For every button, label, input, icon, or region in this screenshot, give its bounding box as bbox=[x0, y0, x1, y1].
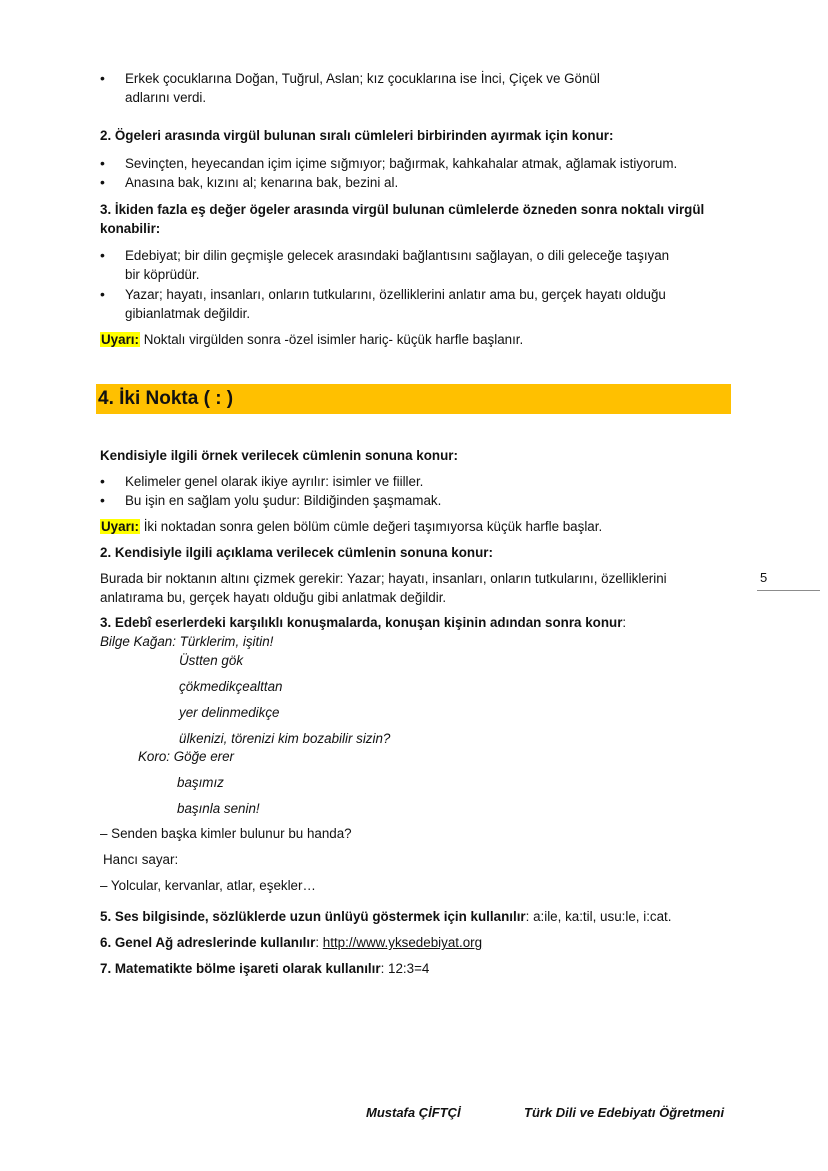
website-link[interactable]: http://www.yksedebiyat.org bbox=[322, 935, 483, 950]
list-item-text: • Yazar; hayatı, insanları, onların tutkularını, özelliklerini anlatır ama bu, gerçek hayatı olduğu bbox=[125, 287, 666, 302]
poem-line: Üstten gök bbox=[179, 653, 244, 668]
rule-heading-colon: : bbox=[622, 615, 627, 630]
warning-text: Noktalı virgülden sonra -özel isimler hariç- küçük harfle başlanır. bbox=[139, 332, 524, 347]
rule-label: 7. Matematikte bölme işareti olarak kullanılır bbox=[100, 961, 381, 976]
rule-example: : 12:3=4 bbox=[380, 961, 430, 976]
rule-heading-text: 3. Edebî eserlerdeki karşılıklı konuşmalarda, konuşan kişinin adından sonra konur bbox=[100, 615, 623, 630]
rule-heading: 2. Ögeleri arasında virgül bulunan sıralı cümleleri birbirinden ayırmak için konur: bbox=[100, 128, 614, 143]
list-item bbox=[100, 173, 398, 192]
poem-line: başınla senin! bbox=[177, 801, 260, 816]
rule-heading: Kendisiyle ilgili örnek verilecek cümlenin sonuna konur: bbox=[100, 448, 458, 463]
warning-text: İki noktadan sonra gelen bölüm cümle değeri taşımıyorsa küçük harfle başlar. bbox=[139, 519, 603, 534]
rule-line bbox=[100, 959, 429, 978]
warning-label: Uyarı: bbox=[101, 519, 139, 534]
poem-speaker: Bilge Kağan: Türklerim, işitin! bbox=[100, 634, 274, 649]
rule-example: : a:ile, ka:til, usu:le, i:cat. bbox=[525, 909, 672, 924]
footer-title: Türk Dili ve Edebiyatı Öğretmeni bbox=[524, 1105, 725, 1120]
list-item-text: • Kelimeler genel olarak ikiye ayrılır: isimler ve fiiller. bbox=[125, 474, 424, 489]
rule-line bbox=[100, 907, 672, 926]
rule-separator: : bbox=[315, 935, 323, 950]
paragraph-line: Burada bir noktanın altını çizmek gerekir: Yazar; hayatı, insanları, onların tutkularını, özelliklerini bbox=[100, 571, 667, 586]
rule-line bbox=[100, 933, 482, 952]
section-title: 4. İki Nokta ( : ) bbox=[98, 388, 234, 409]
list-item bbox=[100, 154, 677, 173]
rule-heading bbox=[100, 613, 626, 632]
warning-note bbox=[100, 330, 523, 349]
list-item-text: • Sevinçten, heyecandan içim içime sığmıyor; bağırmak, kahkahalar atmak, ağlamak istiyorum. bbox=[125, 156, 678, 171]
paragraph-line: anlatırama bu, gerçek hayatı olduğu gibi anlatmak değildir. bbox=[100, 590, 447, 605]
poem-speaker: Koro: Göğe erer bbox=[138, 749, 235, 764]
list-item-text: • Anasına bak, kızını al; kenarına bak, bezini al. bbox=[125, 175, 399, 190]
rule-label: 6. Genel Ağ adreslerinde kullanılır bbox=[100, 935, 316, 950]
rule-label: 5. Ses bilgisinde, sözlüklerde uzun ünlüyü göstermek için kullanılır bbox=[100, 909, 526, 924]
list-item-text: • Erkek çocuklarına Doğan, Tuğrul, Aslan; kız çocuklarına ise İnci, Çiçek ve Gönül bbox=[125, 71, 600, 86]
rule-heading-cont: konabilir: bbox=[100, 221, 161, 236]
list-item bbox=[100, 491, 441, 510]
list-item bbox=[100, 472, 423, 491]
page-number-rule bbox=[757, 590, 820, 591]
list-item bbox=[100, 69, 600, 107]
list-item-text: • Edebiyat; bir dilin geçmişle gelecek arasındaki bağlantısını sağlayan, o dili geleceğe taşıyan bbox=[125, 248, 670, 263]
page-number: 5 bbox=[760, 570, 768, 585]
warning-note bbox=[100, 517, 602, 536]
poem-line: yer delinmedikçe bbox=[179, 705, 280, 720]
list-item-text: gibianlatmak değildir. bbox=[125, 306, 251, 321]
poem-line: ülkenizi, törenizi kim bozabilir sizin? bbox=[179, 731, 391, 746]
list-item bbox=[100, 285, 666, 323]
list-item-text: bir köprüdür. bbox=[125, 267, 200, 282]
rule-heading: 2. Kendisiyle ilgili açıklama verilecek cümlenin sonuna konur: bbox=[100, 545, 493, 560]
list-item-text: adlarını verdi. bbox=[125, 90, 207, 105]
dialogue-line: Hancı sayar: bbox=[103, 852, 179, 867]
poem-line: çökmedikçealttan bbox=[179, 679, 283, 694]
footer-author: Mustafa ÇİFTÇİ bbox=[366, 1105, 461, 1120]
poem-line: başımız bbox=[177, 775, 224, 790]
list-item-text: • Bu işin en sağlam yolu şudur: Bildiğinden şaşmamak. bbox=[125, 493, 442, 508]
warning-label: Uyarı: bbox=[101, 332, 139, 347]
dialogue-line: – Yolcular, kervanlar, atlar, eşekler… bbox=[100, 878, 316, 893]
list-item bbox=[100, 246, 669, 284]
rule-heading: 3. İkiden fazla eş değer ögeler arasında virgül bulunan cümlelerde özneden sonra noktalı virgül bbox=[100, 202, 705, 217]
dialogue-line: – Senden başka kimler bulunur bu handa? bbox=[100, 826, 352, 841]
